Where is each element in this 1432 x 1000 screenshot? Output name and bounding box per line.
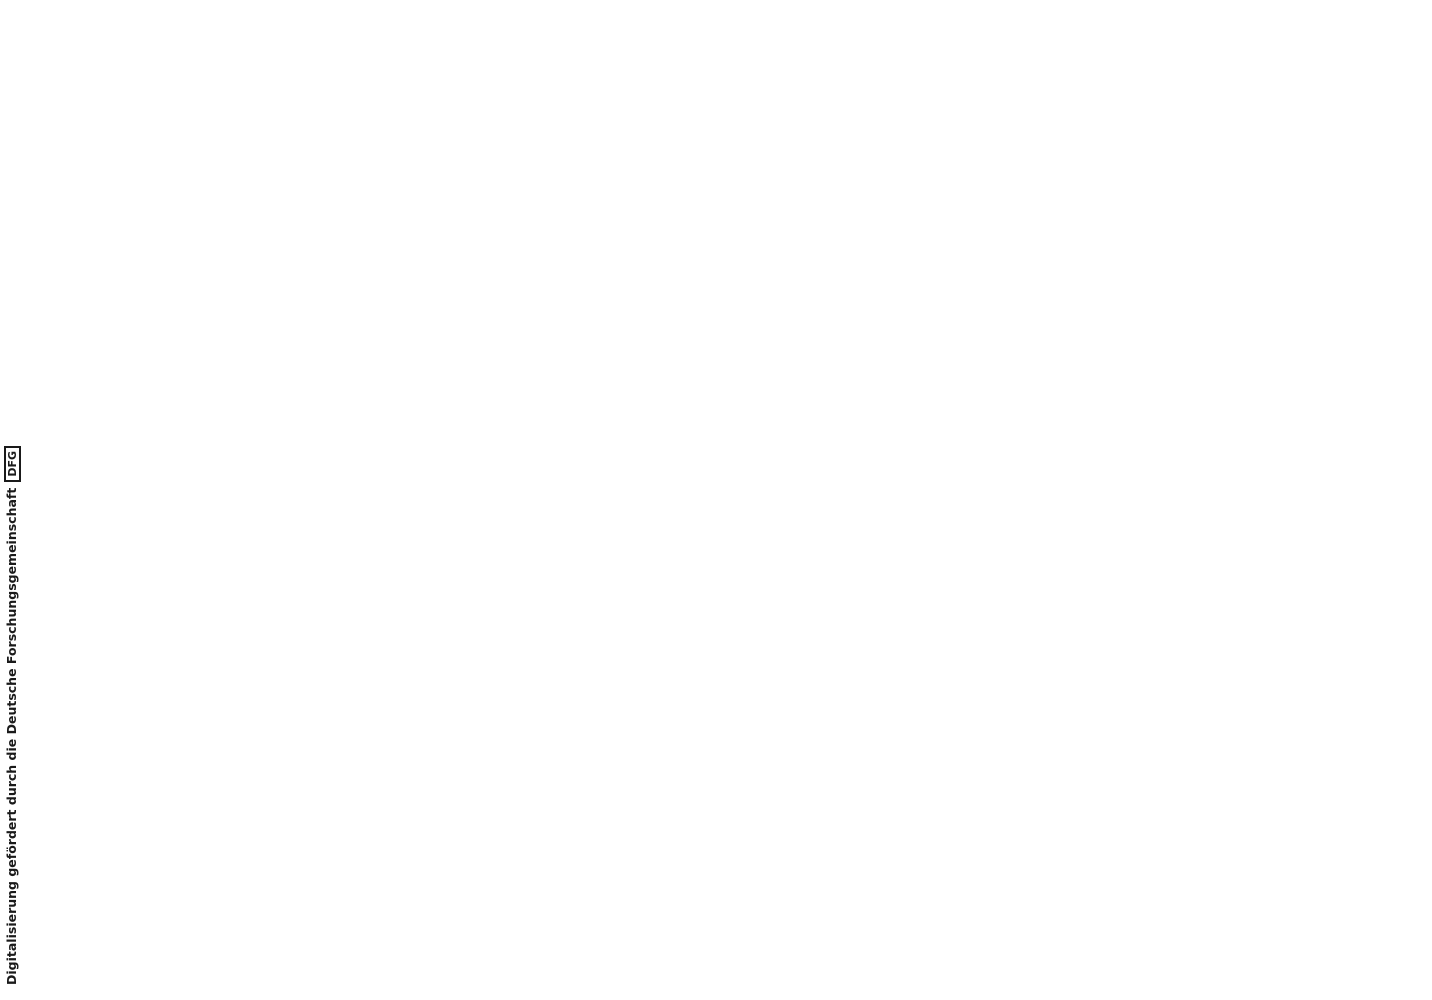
digitization-sidebar bbox=[0, 0, 30, 1000]
dfg-logo: DFG bbox=[4, 446, 21, 482]
digitization-credit: Digitalisierung gefördert durch die Deutsche Forschungsgemeinschaft bbox=[4, 487, 19, 985]
